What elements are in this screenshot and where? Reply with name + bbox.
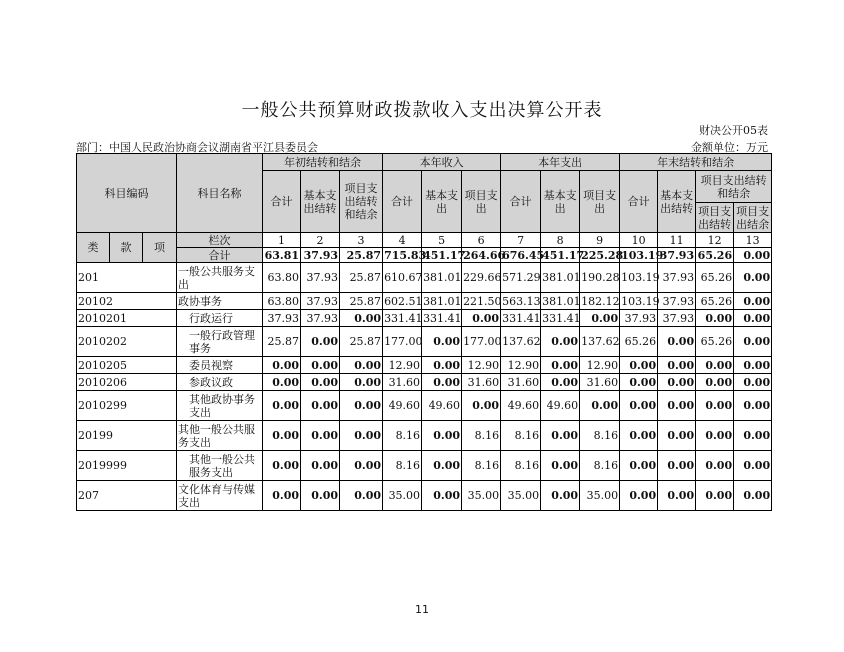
amount-cell: 381.01 (423, 294, 462, 308)
amount-cell: 190.28 (580, 263, 620, 293)
budget-table (76, 153, 772, 511)
amount-cell: 0.00 (422, 481, 462, 511)
table-row (77, 451, 772, 481)
subject-name-cell: 行政运行 (177, 310, 263, 327)
header-subject-code: 科目编码 (77, 154, 177, 233)
amount-cell: 0.00 (263, 481, 301, 511)
header-kuan: 款 (110, 233, 143, 263)
header-opening-total: 合计 (263, 171, 301, 233)
subject-name-cell: 一般公共服务支出 (177, 263, 263, 293)
column-number: 7 (501, 233, 541, 248)
amount-cell: 0.00 (462, 310, 501, 327)
amount-cell: 563.13 (502, 294, 541, 308)
subject-code-cell: 2010205 (77, 357, 177, 374)
amount-cell: 49.60 (383, 391, 422, 421)
total-cell: 225.28 (581, 248, 624, 262)
header-subject-name: 科目名称 (177, 154, 263, 233)
header-expense-total: 合计 (501, 171, 541, 233)
total-cell: 103.19 (621, 248, 664, 262)
amount-cell: 0.00 (734, 263, 772, 293)
total-cell: 65.26 (696, 248, 734, 263)
amount-cell: 31.60 (383, 374, 422, 391)
department-label: 部门：中国人民政治协商会议湖南省平江县委员会 (76, 141, 318, 154)
amount-cell: 0.00 (734, 327, 772, 357)
amount-cell: 25.87 (340, 327, 383, 357)
amount-cell: 35.00 (383, 481, 422, 511)
amount-cell: 25.87 (340, 263, 383, 293)
amount-cell: 103.19 (621, 294, 660, 308)
page-number: 11 (415, 603, 429, 616)
amount-cell: 0.00 (620, 451, 658, 481)
column-number: 8 (541, 233, 580, 248)
amount-cell: 0.00 (301, 481, 340, 511)
table-row (77, 293, 772, 310)
amount-cell: 0.00 (263, 451, 301, 481)
amount-cell: 0.00 (734, 374, 772, 391)
amount-cell: 0.00 (620, 357, 658, 374)
column-number: 6 (462, 233, 501, 248)
amount-cell: 12.90 (580, 357, 620, 374)
header-closing-basic: 基本支出结转 (658, 171, 696, 233)
amount-cell: 0.00 (340, 481, 383, 511)
header-lei: 类 (77, 233, 110, 263)
subject-name-cell: 政协事务 (177, 293, 263, 310)
amount-cell: 0.00 (696, 421, 734, 451)
amount-cell: 35.00 (462, 481, 501, 511)
subject-code-cell: 2010299 (77, 391, 177, 421)
amount-cell: 0.00 (263, 357, 301, 374)
amount-cell: 37.93 (301, 310, 340, 327)
header-column-no: 栏次 (177, 233, 263, 248)
header-expense-project: 项目支出 (580, 171, 620, 233)
amount-cell: 0.00 (422, 374, 462, 391)
amount-cell: 381.01 (541, 263, 580, 293)
column-number: 13 (734, 233, 772, 248)
amount-cell: 8.16 (383, 421, 422, 451)
amount-cell: 25.87 (340, 293, 383, 310)
header-income-project: 项目支出 (462, 171, 501, 233)
subject-name-cell: 其他政协事务支出 (177, 391, 263, 421)
amount-cell: 0.00 (734, 293, 772, 310)
amount-cell: 0.00 (580, 310, 620, 327)
amount-cell: 0.00 (696, 481, 734, 511)
header-opening-basic: 基本支出结转 (301, 171, 340, 233)
header-current-expense: 本年支出 (501, 154, 620, 171)
total-cell: 715.83 (384, 248, 427, 262)
subject-name-cell: 一般行政管理事务 (177, 327, 263, 357)
amount-cell: 12.90 (383, 357, 422, 374)
amount-cell: 0.00 (696, 451, 734, 481)
amount-cell: 0.00 (541, 374, 580, 391)
amount-cell: 0.00 (340, 421, 383, 451)
amount-cell: 8.16 (462, 421, 501, 451)
amount-cell: 0.00 (301, 421, 340, 451)
total-cell: 63.81 (263, 248, 301, 263)
amount-cell: 381.01 (422, 263, 462, 293)
amount-cell: 0.00 (658, 327, 696, 357)
amount-cell: 0.00 (422, 421, 462, 451)
amount-cell: 0.00 (340, 374, 383, 391)
column-number: 5 (422, 233, 462, 248)
amount-cell: 0.00 (658, 421, 696, 451)
amount-cell: 37.93 (263, 310, 301, 327)
amount-cell: 0.00 (340, 357, 383, 374)
amount-cell: 8.16 (580, 451, 620, 481)
total-cell: 451.17 (423, 248, 466, 262)
amount-cell: 0.00 (541, 421, 580, 451)
column-number: 10 (620, 233, 658, 248)
header-opening-balance: 年初结转和结余 (263, 154, 383, 171)
amount-cell: 0.00 (696, 310, 734, 327)
amount-cell: 35.00 (501, 481, 541, 511)
amount-cell: 331.41 (502, 311, 541, 325)
amount-cell: 8.16 (462, 451, 501, 481)
amount-cell: 0.00 (541, 357, 580, 374)
amount-cell: 0.00 (620, 391, 658, 421)
amount-cell: 0.00 (580, 391, 620, 421)
amount-cell: 37.93 (658, 310, 696, 327)
table-row (77, 421, 772, 451)
amount-cell: 0.00 (340, 310, 383, 327)
header-closing-project-carry: 项目支出结转 (696, 203, 734, 233)
amount-cell: 0.00 (734, 481, 772, 511)
total-cell: 0.00 (734, 248, 772, 263)
amount-cell: 65.26 (696, 293, 734, 310)
amount-cell: 0.00 (734, 451, 772, 481)
amount-cell: 37.93 (620, 310, 658, 327)
amount-cell: 0.00 (620, 374, 658, 391)
amount-cell: 0.00 (340, 391, 383, 421)
amount-cell: 182.12 (581, 294, 620, 308)
amount-cell: 381.01 (542, 294, 581, 308)
amount-cell: 0.00 (658, 374, 696, 391)
amount-cell: 0.00 (658, 481, 696, 511)
header-opening-project: 项目支出结转和结余 (340, 171, 383, 233)
subject-code-cell: 2010206 (77, 374, 177, 391)
amount-cell: 63.80 (263, 263, 301, 293)
amount-cell: 0.00 (541, 451, 580, 481)
amount-cell: 177.00 (383, 327, 422, 357)
amount-cell: 0.00 (301, 374, 340, 391)
amount-cell: 49.60 (422, 391, 462, 421)
amount-cell: 0.00 (620, 481, 658, 511)
header-expense-basic: 基本支出 (541, 171, 580, 233)
amount-cell: 602.51 (384, 294, 423, 308)
column-number: 3 (340, 233, 383, 248)
amount-cell: 65.26 (696, 327, 734, 357)
amount-cell: 103.19 (620, 263, 658, 293)
amount-cell: 0.00 (541, 327, 580, 357)
total-cell: 676.45 (502, 248, 545, 262)
amount-cell: 0.00 (658, 451, 696, 481)
amount-cell: 37.93 (658, 263, 696, 293)
subject-code-cell: 20199 (77, 421, 177, 451)
amount-cell: 0.00 (263, 391, 301, 421)
amount-cell: 37.93 (301, 293, 340, 310)
amount-cell: 49.60 (501, 391, 541, 421)
amount-cell: 0.00 (301, 391, 340, 421)
header-income-basic: 基本支出 (422, 171, 462, 233)
column-number: 4 (383, 233, 422, 248)
table-code: 财决公开05表 (699, 124, 768, 137)
amount-cell: 0.00 (462, 391, 501, 421)
amount-cell: 12.90 (501, 357, 541, 374)
amount-cell: 12.90 (462, 357, 501, 374)
amount-cell: 65.26 (620, 327, 658, 357)
subject-code-cell: 20102 (77, 293, 177, 310)
column-number: 11 (658, 233, 696, 248)
amount-cell: 0.00 (734, 357, 772, 374)
amount-cell: 0.00 (263, 374, 301, 391)
amount-cell: 221.50 (463, 294, 502, 308)
amount-cell: 31.60 (501, 374, 541, 391)
amount-cell: 0.00 (658, 391, 696, 421)
amount-cell: 0.00 (658, 357, 696, 374)
column-number: 12 (696, 233, 734, 248)
table-row (77, 357, 772, 374)
amount-cell: 65.26 (696, 263, 734, 293)
amount-cell: 0.00 (263, 421, 301, 451)
amount-cell: 0.00 (340, 451, 383, 481)
amount-cell: 229.66 (462, 263, 501, 293)
amount-cell: 331.41 (423, 311, 462, 325)
amount-cell: 0.00 (301, 327, 340, 357)
amount-cell: 37.93 (301, 263, 340, 293)
subject-name-cell: 文化体育与传媒支出 (177, 481, 263, 511)
unit-label: 金额单位：万元 (691, 141, 768, 154)
total-cell: 451.17 (542, 248, 585, 262)
subject-code-cell: 2010201 (77, 310, 177, 327)
amount-cell: 610.67 (383, 263, 422, 293)
subject-code-cell: 201 (77, 263, 177, 293)
column-number: 9 (580, 233, 620, 248)
total-label: 合计 (177, 248, 263, 263)
total-cell: 37.93 (301, 248, 340, 263)
header-income-total: 合计 (383, 171, 422, 233)
total-cell: 25.87 (340, 248, 383, 263)
table-row (77, 310, 772, 327)
table-row (77, 327, 772, 357)
subject-code-cell: 2019999 (77, 451, 177, 481)
header-current-income: 本年收入 (383, 154, 501, 171)
subject-name-cell: 参政议政 (177, 374, 263, 391)
amount-cell: 137.62 (501, 327, 541, 357)
amount-cell: 137.62 (580, 327, 620, 357)
subject-name-cell: 其他一般公共服务支出 (177, 421, 263, 451)
subject-code-cell: 2010202 (77, 327, 177, 357)
header-closing-project: 项目支出结转和结余 (696, 171, 772, 203)
amount-cell: 8.16 (501, 451, 541, 481)
amount-cell: 0.00 (422, 357, 462, 374)
amount-cell: 0.00 (541, 481, 580, 511)
amount-cell: 0.00 (301, 451, 340, 481)
amount-cell: 0.00 (422, 327, 462, 357)
amount-cell: 63.80 (263, 293, 301, 310)
header-closing-project-balance: 项目支出结余 (734, 203, 772, 233)
amount-cell: 49.60 (541, 391, 580, 421)
amount-cell: 0.00 (734, 421, 772, 451)
amount-cell: 8.16 (580, 421, 620, 451)
amount-cell: 37.93 (658, 293, 696, 310)
total-row (77, 248, 772, 263)
amount-cell: 0.00 (301, 357, 340, 374)
amount-cell: 0.00 (734, 310, 772, 327)
amount-cell: 331.41 (542, 311, 581, 325)
amount-cell: 8.16 (383, 451, 422, 481)
amount-cell: 177.00 (462, 327, 501, 357)
header-closing-total: 合计 (620, 171, 658, 233)
header-xiang: 项 (143, 233, 177, 263)
amount-cell: 0.00 (620, 421, 658, 451)
subject-code-cell: 207 (77, 481, 177, 511)
amount-cell: 25.87 (263, 327, 301, 357)
amount-cell: 331.41 (384, 311, 423, 325)
amount-cell: 0.00 (696, 391, 734, 421)
subject-name-cell: 其他一般公共服务支出 (177, 451, 263, 481)
page-title: 一般公共预算财政拨款收入支出决算公开表 (241, 100, 603, 121)
amount-cell: 0.00 (696, 374, 734, 391)
total-cell: 264.66 (463, 248, 506, 262)
amount-cell: 0.00 (696, 357, 734, 374)
table-row (77, 263, 772, 293)
table-row (77, 374, 772, 391)
total-cell: 37.93 (658, 248, 696, 263)
column-number: 1 (263, 233, 301, 248)
column-number: 2 (301, 233, 340, 248)
table-row (77, 481, 772, 511)
amount-cell: 0.00 (734, 391, 772, 421)
amount-cell: 8.16 (501, 421, 541, 451)
amount-cell: 31.60 (580, 374, 620, 391)
table-row (77, 391, 772, 421)
header-closing-balance: 年末结转和结余 (620, 154, 772, 171)
amount-cell: 571.29 (501, 263, 541, 293)
amount-cell: 31.60 (462, 374, 501, 391)
amount-cell: 0.00 (422, 451, 462, 481)
amount-cell: 35.00 (580, 481, 620, 511)
subject-name-cell: 委员视察 (177, 357, 263, 374)
